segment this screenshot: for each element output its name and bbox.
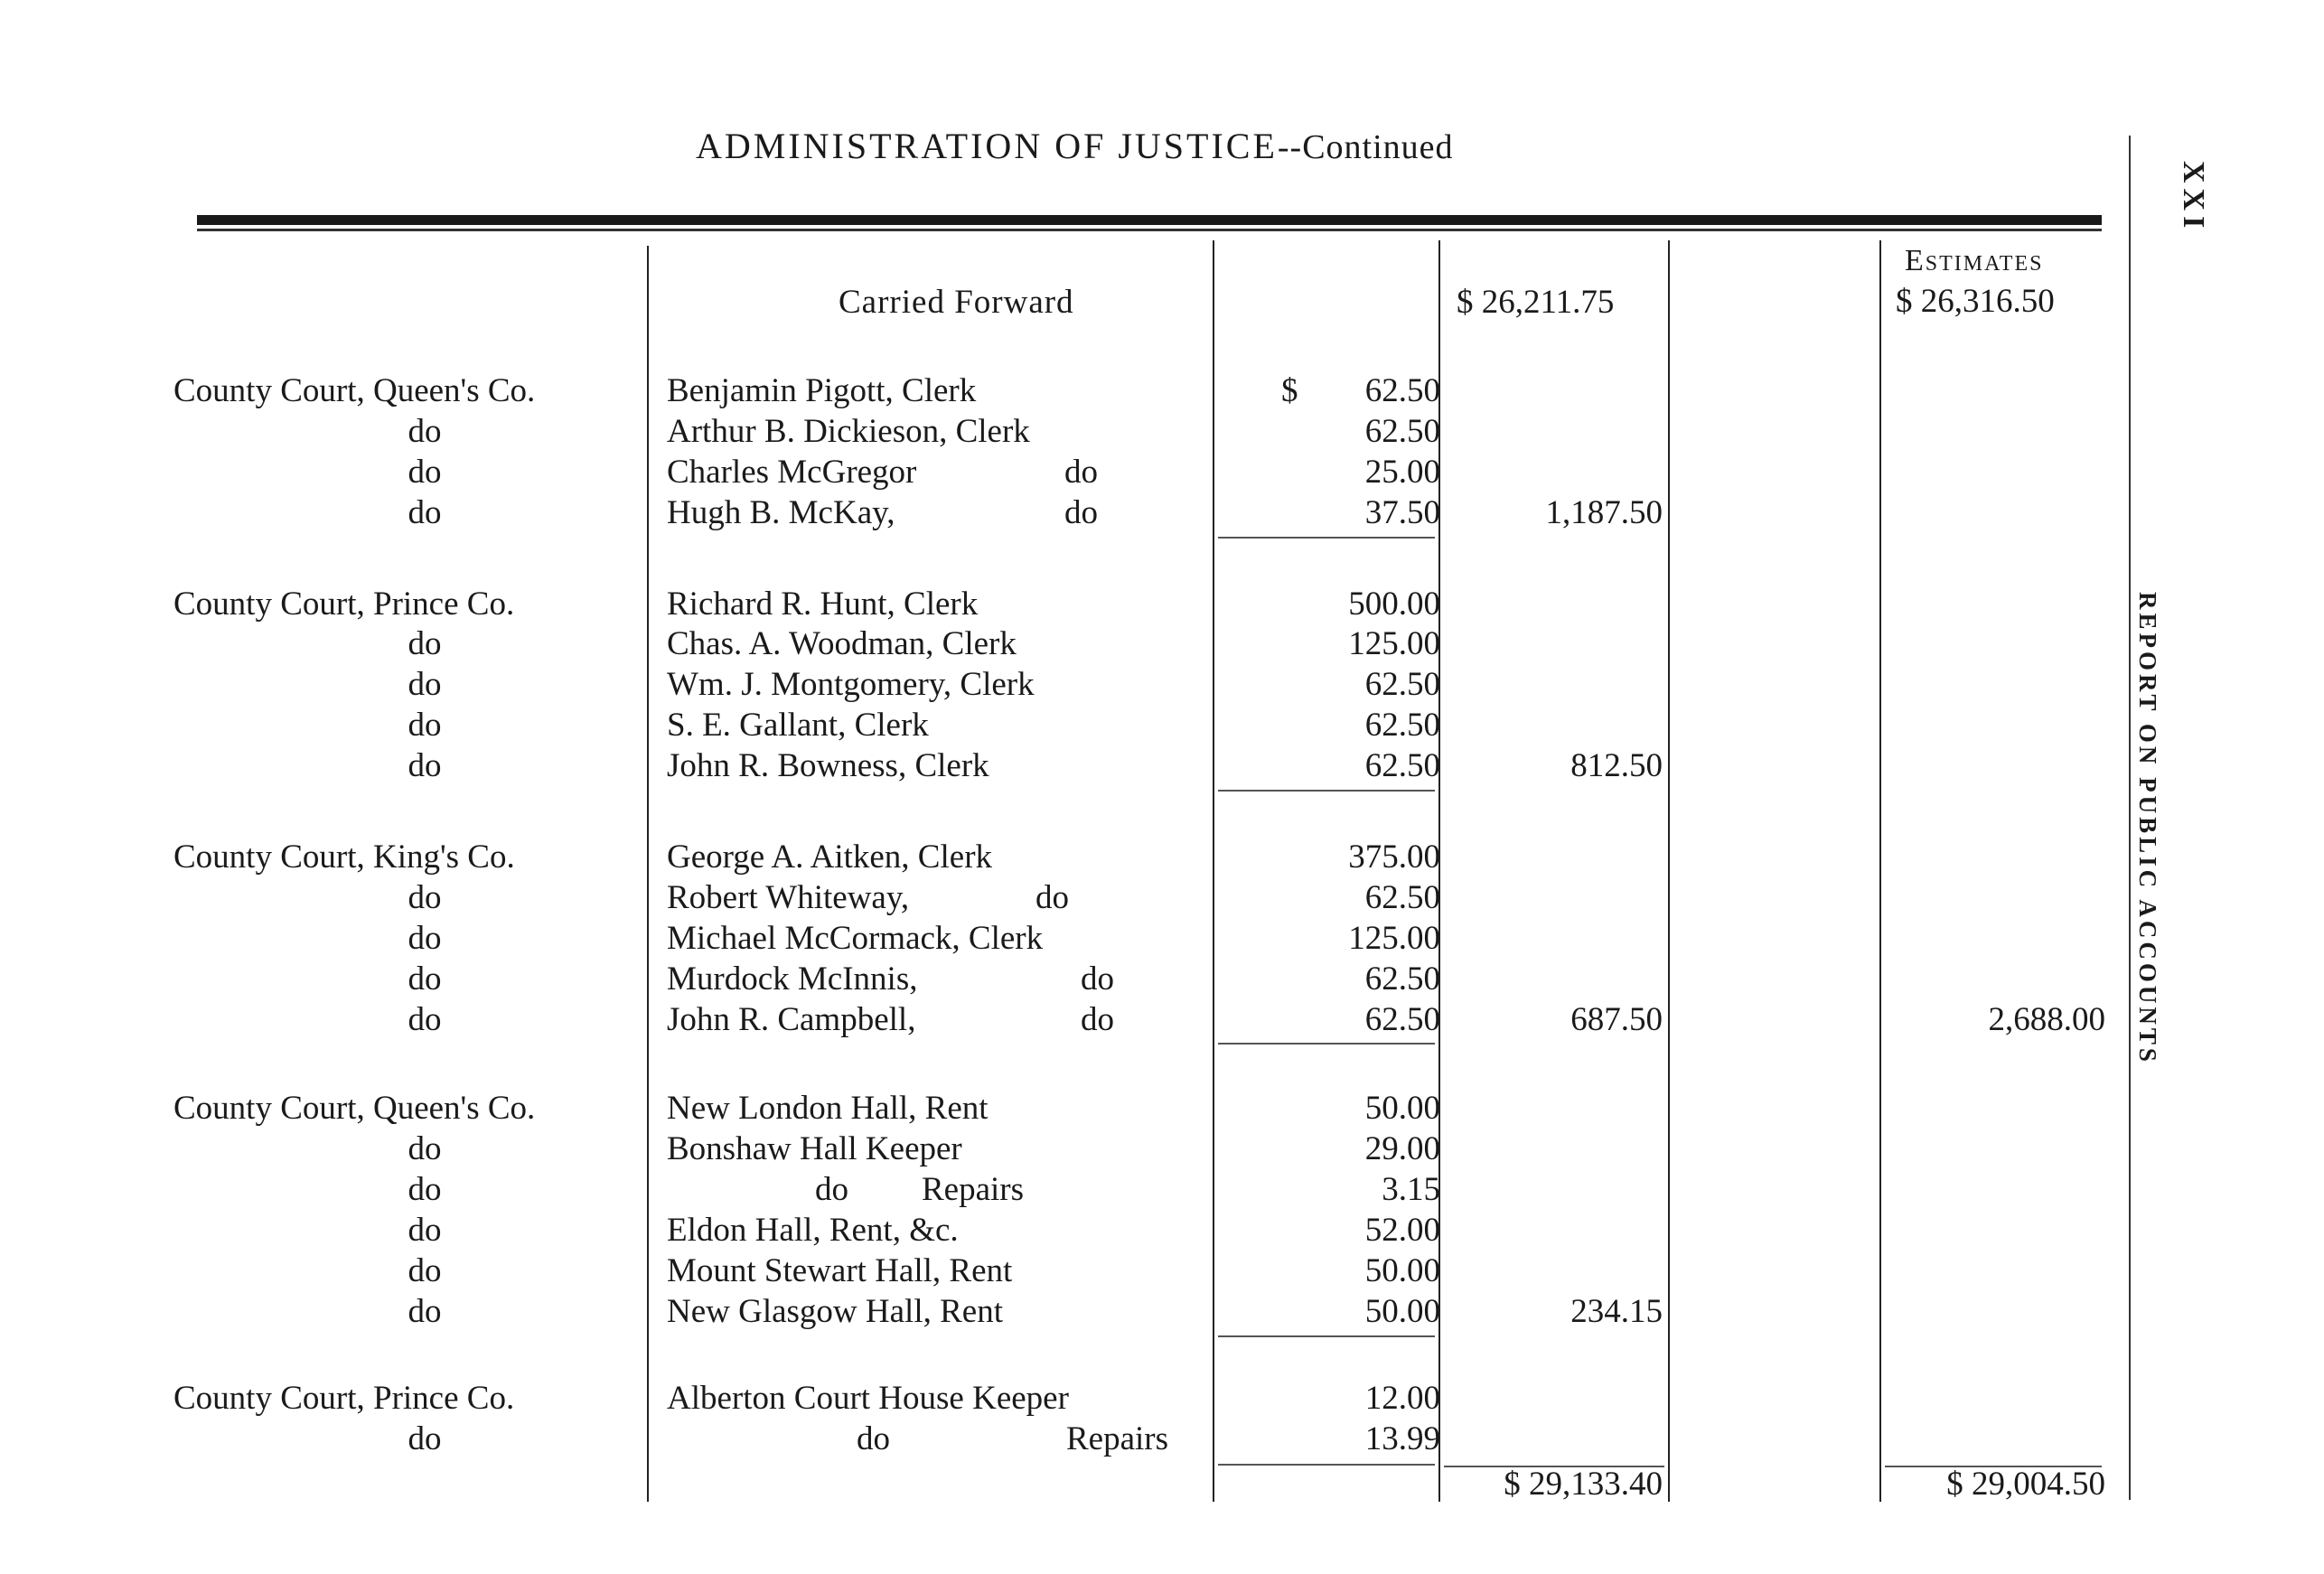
court-name: County Court, Prince Co. — [173, 1380, 515, 1417]
column-rule-payee — [1213, 240, 1214, 1502]
payee-name: S. E. Gallant, Clerk — [667, 707, 929, 744]
page-title-main: ADMINISTRATION OF JUSTICE — [696, 126, 1278, 166]
item-amount: 25.00 — [1364, 454, 1440, 491]
payee-name: Robert Whiteway, — [667, 879, 910, 916]
ditto-mark: do — [408, 1293, 442, 1330]
ditto-mark: do — [408, 920, 442, 957]
payee-name: Repairs — [922, 1171, 1025, 1208]
item-amount: 125.00 — [1348, 920, 1440, 957]
ditto-mark: do — [408, 666, 442, 703]
ditto-mark: do — [408, 413, 442, 450]
page-title — [696, 125, 1454, 167]
payee-name: Alberton Court House Keeper — [667, 1380, 1069, 1417]
item-amount: 50.00 — [1364, 1252, 1440, 1289]
item-amount: 3.15 — [1382, 1171, 1440, 1208]
item-amount: 29.00 — [1364, 1130, 1440, 1167]
item-amount: 62.50 — [1364, 879, 1440, 916]
payee-name: John R. Campbell, — [667, 1001, 916, 1038]
group-subtotal: 687.50 — [1570, 1001, 1663, 1038]
item-amount: 62.50 — [1364, 747, 1440, 784]
payee-name: Charles McGregor — [667, 454, 917, 491]
ditto-mark: do — [408, 1420, 442, 1457]
payee-name: John R. Bowness, Clerk — [667, 747, 989, 784]
item-amount: 62.50 — [1364, 1001, 1440, 1038]
payee-ditto: do — [1064, 494, 1098, 531]
payee-name: Benjamin Pigott, Clerk — [667, 372, 977, 409]
margin-rule — [2129, 136, 2131, 1500]
court-name: County Court, Prince Co. — [173, 586, 515, 623]
item-amount: 13.99 — [1364, 1420, 1440, 1457]
payee-ditto: do — [815, 1171, 848, 1208]
header-rule-thick — [197, 215, 2102, 225]
payee-name: Arthur B. Dickieson, Clerk — [667, 413, 1030, 450]
payee-name: Michael McCormack, Clerk — [667, 920, 1044, 957]
item-amount: 62.50 — [1364, 372, 1440, 409]
item-amount: 62.50 — [1364, 960, 1440, 998]
payee-ditto: do — [1081, 1001, 1114, 1038]
court-name: County Court, Queen's Co. — [173, 1090, 536, 1127]
item-amount: 52.00 — [1364, 1212, 1440, 1249]
ditto-mark: do — [408, 707, 442, 744]
item-amount: 12.00 — [1364, 1380, 1440, 1417]
payee-name: Chas. A. Woodman, Clerk — [667, 625, 1017, 662]
expenditure-total: $ 29,133.40 — [1504, 1466, 1663, 1503]
payee-ditto: do — [1035, 879, 1069, 916]
ditto-mark: do — [408, 494, 442, 531]
payee-name: Eldon Hall, Rent, &c. — [667, 1212, 959, 1249]
carried-forward-label: Carried Forward — [839, 284, 1074, 321]
group-subtotal: 1,187.50 — [1545, 494, 1663, 531]
payee-name: George A. Aitken, Clerk — [667, 839, 993, 876]
page-number: XXI — [2177, 161, 2210, 234]
group-subtotal: 234.15 — [1570, 1293, 1663, 1330]
payee-ditto: do — [857, 1420, 890, 1457]
payee-name: Richard R. Hunt, Clerk — [667, 586, 979, 623]
ditto-mark: do — [408, 747, 442, 784]
column-rule-court — [647, 246, 649, 1502]
ditto-mark: do — [408, 879, 442, 916]
ditto-mark: do — [408, 1212, 442, 1249]
item-amount: 62.50 — [1364, 707, 1440, 744]
payee-name: New Glasgow Hall, Rent — [667, 1293, 1003, 1330]
item-amount: 375.00 — [1348, 839, 1440, 876]
payee-name: Wm. J. Montgomery, Clerk — [667, 666, 1035, 703]
ditto-mark: do — [408, 1171, 442, 1208]
page-title-continued: --Continued — [1277, 128, 1454, 166]
item-amount: 62.50 — [1364, 413, 1440, 450]
subtotal-rule — [1218, 1464, 1435, 1466]
payee-name: Murdock McInnis, — [667, 960, 918, 998]
payee-name: Repairs — [1066, 1420, 1169, 1457]
item-amount: 50.00 — [1364, 1293, 1440, 1330]
running-head: REPORT ON PUBLIC ACCOUNTS — [2134, 592, 2161, 1065]
ditto-mark: do — [408, 625, 442, 662]
ditto-mark: do — [408, 1001, 442, 1038]
payee-ditto: do — [1081, 960, 1114, 998]
estimates-carried-amount: $ 26,316.50 — [1896, 283, 2055, 320]
group-subtotal: 812.50 — [1570, 747, 1663, 784]
item-amount: 37.50 — [1364, 494, 1440, 531]
currency-symbol: $ — [1281, 372, 1298, 409]
subtotal-rule — [1218, 1043, 1435, 1045]
item-amount: 500.00 — [1348, 586, 1440, 623]
item-amount: 125.00 — [1348, 625, 1440, 662]
court-name: County Court, Queen's Co. — [173, 372, 536, 409]
ditto-mark: do — [408, 1130, 442, 1167]
column-rule-blank — [1879, 240, 1881, 1502]
item-amount: 50.00 — [1364, 1090, 1440, 1127]
group-estimate: 2,688.00 — [1988, 1001, 2105, 1038]
item-amount: 62.50 — [1364, 666, 1440, 703]
payee-name: Bonshaw Hall Keeper — [667, 1130, 962, 1167]
payee-ditto: do — [1064, 454, 1098, 491]
carried-forward-amount: $ 26,211.75 — [1457, 284, 1615, 321]
ditto-mark: do — [408, 1252, 442, 1289]
subtotal-rule — [1218, 1335, 1435, 1337]
ditto-mark: do — [408, 960, 442, 998]
header-rule-thin — [197, 229, 2102, 231]
ditto-mark: do — [408, 454, 442, 491]
court-name: County Court, King's Co. — [173, 839, 515, 876]
payee-name: Hugh B. McKay, — [667, 494, 895, 531]
estimates-total: $ 29,004.50 — [1946, 1466, 2105, 1503]
column-rule-subtotal — [1668, 240, 1670, 1502]
payee-name: Mount Stewart Hall, Rent — [667, 1252, 1013, 1289]
subtotal-rule — [1218, 790, 1435, 792]
subtotal-rule — [1218, 537, 1435, 539]
estimates-heading: Estimates — [1905, 244, 2044, 277]
payee-name: New London Hall, Rent — [667, 1090, 989, 1127]
